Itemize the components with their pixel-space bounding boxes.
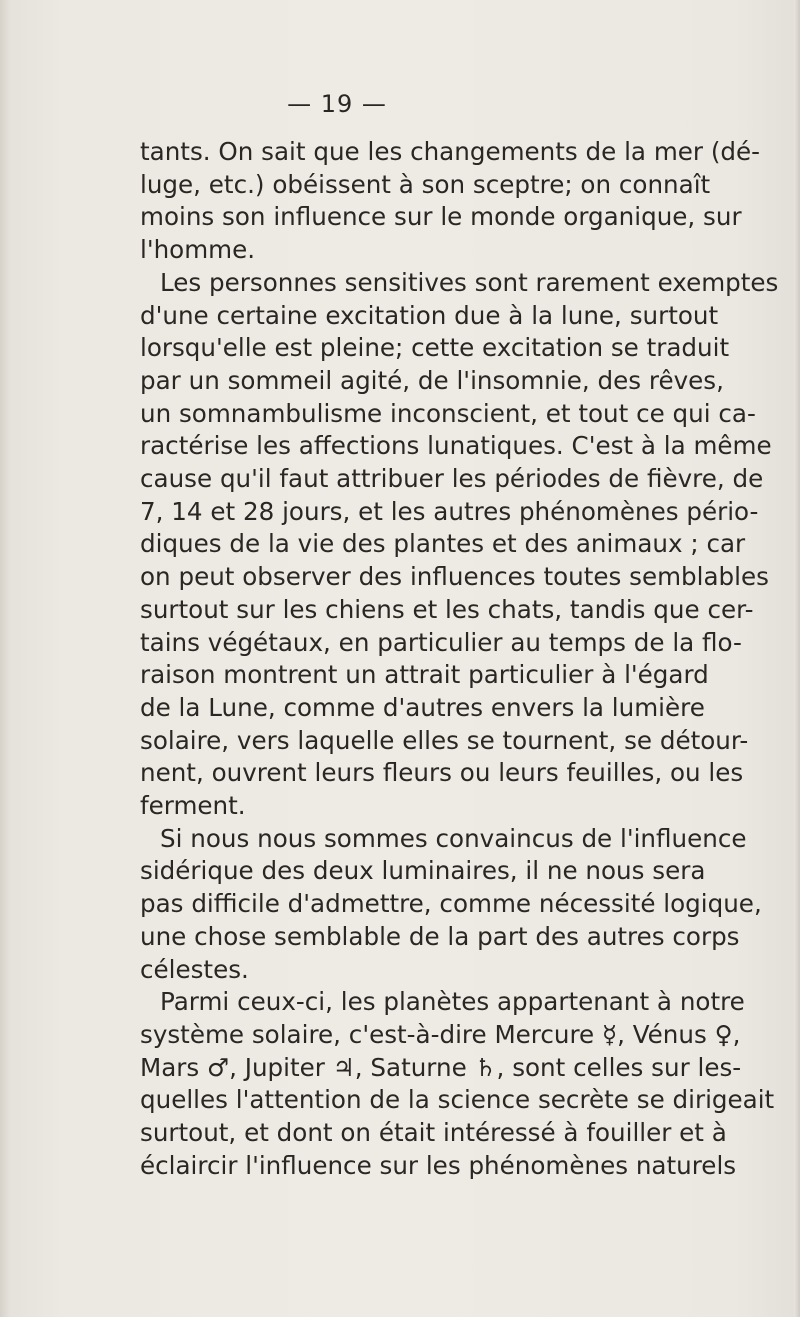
text-line: Si nous nous sommes convaincus de l'influence [160, 823, 747, 853]
text-line: nent, ouvrent leurs fleurs ou leurs feuilles, ou les [140, 758, 744, 788]
text-line: on peut observer des influences toutes semblables [140, 562, 769, 592]
text-line: quelles l'attention de la science secrète se dirigeait [140, 1085, 775, 1115]
text-line: une chose semblable de la part des autres corps [140, 921, 740, 951]
text-line: par un sommeil agité, de l'insomnie, des rêves, [140, 365, 724, 395]
text-line: éclaircir l'influence sur les phénomènes naturels [140, 1150, 737, 1180]
text-line: Mars ♂, Jupiter ♃, Saturne ♄, sont celles sur les- [140, 1052, 742, 1082]
text-line: surtout, et dont on était intéressé à fouiller et à [140, 1118, 727, 1148]
text-line: surtout sur les chiens et les chats, tandis que cer- [140, 594, 754, 624]
text-line: moins son influence sur le monde organique, sur [140, 202, 742, 232]
text-line: raison montrent un attrait particulier à l'égard [140, 660, 709, 690]
page-edge [794, 0, 800, 1317]
text-line: 7, 14 et 28 jours, et les autres phénomènes pério- [140, 496, 759, 526]
text-line: sidérique des deux luminaires, il ne nous sera [140, 856, 706, 886]
text-line: Les personnes sensitives sont rarement exemptes [160, 267, 779, 297]
page-gutter [0, 0, 10, 1317]
text-line: ferment. [140, 791, 246, 821]
text-line: solaire, vers laquelle elles se tournent, se détour- [140, 725, 749, 755]
text-line: tains végétaux, en particulier au temps de la flo- [140, 627, 742, 657]
body-text [140, 136, 779, 1183]
text-line: un somnambulisme inconscient, et tout ce qui ca- [140, 398, 756, 428]
page-number: — 19 — [287, 90, 387, 118]
text-line: d'une certaine excitation due à la lune, surtout [140, 300, 719, 330]
text-line: lorsqu'elle est pleine; cette excitation se traduit [140, 333, 730, 363]
text-line: diques de la vie des plantes et des animaux ; car [140, 529, 746, 559]
text-line: ractérise les affections lunatiques. C'est à la même [140, 431, 772, 461]
text-line: l'homme. [140, 235, 256, 265]
text-line: pas difficile d'admettre, comme nécessité logique, [140, 889, 762, 919]
text-line: luge, etc.) obéissent à son sceptre; on connaît [140, 169, 711, 199]
text-line: célestes. [140, 954, 249, 984]
text-line: système solaire, c'est-à-dire Mercure ☿, Vénus ♀, [140, 1019, 741, 1049]
text-line: cause qu'il faut attribuer les périodes de fièvre, de [140, 464, 764, 494]
text-line: Parmi ceux-ci, les planètes appartenant à notre [160, 987, 745, 1017]
text-line: de la Lune, comme d'autres envers la lumière [140, 692, 705, 722]
text-line: tants. On sait que les changements de la mer (dé- [140, 137, 761, 166]
